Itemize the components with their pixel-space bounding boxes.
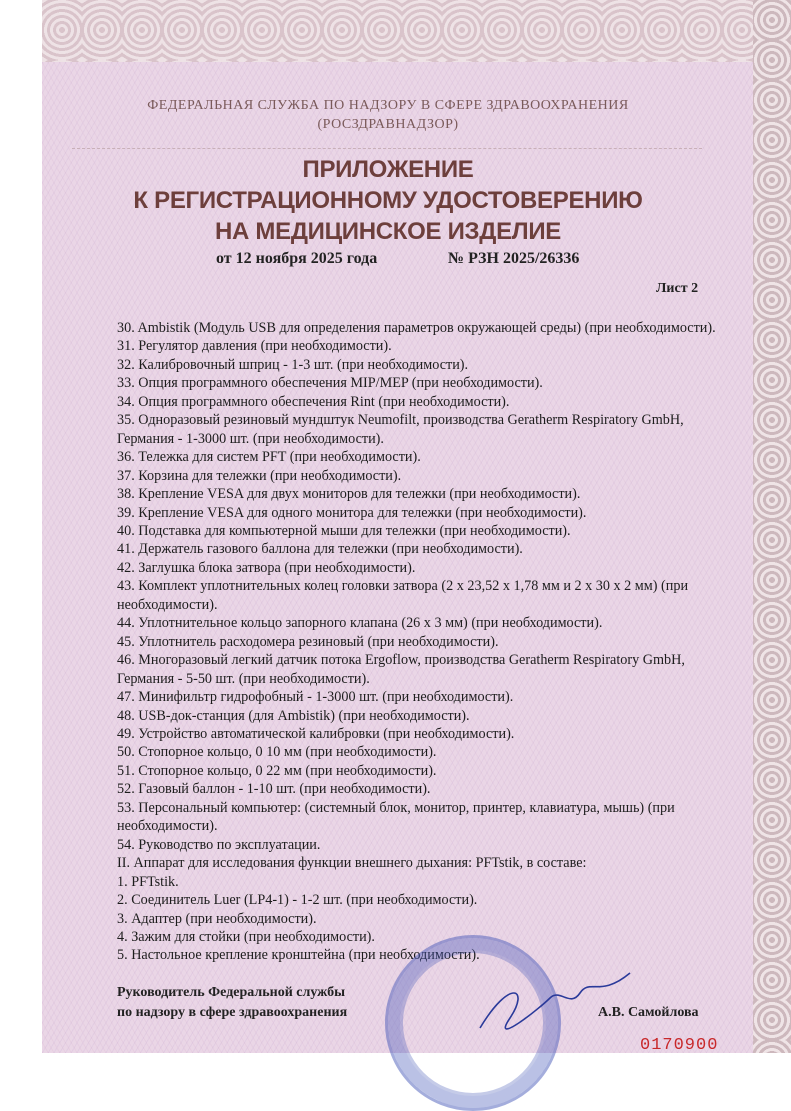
list-item: 39. Крепление VESA для одного монитора для тележки (при необходимости). xyxy=(117,504,587,521)
registration-number: № РЗН 2025/26336 xyxy=(448,250,580,267)
divider xyxy=(72,148,702,149)
document-title xyxy=(68,154,708,247)
list-item: 52. Газовый баллон - 1-10 шт. (при необходимости). xyxy=(117,781,431,798)
list-item: 42. Заглушка блока затвора (при необходимости). xyxy=(117,559,416,576)
list-item: 32. Калибровочный шприц - 1-3 шт. (при необходимости). xyxy=(117,356,469,373)
list-item: 3. Адаптер (при необходимости). xyxy=(117,910,317,927)
serial-number: 0170900 xyxy=(640,1036,719,1055)
list-item: 54. Руководство по эксплуатации. xyxy=(117,836,321,853)
ornamental-border-right xyxy=(753,0,791,1053)
list-item: 47. Минифильтр гидрофобный - 1-3000 шт. (при необходимости). xyxy=(117,689,514,706)
list-item: 36. Тележка для систем PFT (при необходимости). xyxy=(117,449,421,466)
component-list xyxy=(117,319,717,965)
position-line: Руководитель Федеральной службы xyxy=(117,985,346,1000)
list-item: 50. Стопорное кольцо, 0 10 мм (при необходимости). xyxy=(117,744,437,761)
list-item: 44. Уплотнительное кольцо запорного клапана (26 x 3 мм) (при необходимости). xyxy=(117,615,603,632)
title-line: ПРИЛОЖЕНИЕ xyxy=(302,156,474,183)
list-item: 31. Регулятор давления (при необходимости). xyxy=(117,338,392,355)
list-item: 48. USB-док-станция (для Ambistik) (при необходимости). xyxy=(117,707,470,724)
list-item: 4. Зажим для стойки (при необходимости). xyxy=(117,928,375,945)
list-item: 5. Настольное крепление кронштейна (при необходимости). xyxy=(117,947,480,964)
agency-header xyxy=(68,96,708,134)
list-item: 37. Корзина для тележки (при необходимости). xyxy=(117,467,402,484)
list-item: 38. Крепление VESA для двух мониторов для тележки (при необходимости). xyxy=(117,486,581,503)
list-item: 35. Одноразовый резиновый мундштук Neumofilt, производства Geratherm Respiratory GmbH, Германия - 1-3000 шт. (при необходимости). xyxy=(117,412,684,447)
list-item: 2. Соединитель Luer (LP4-1) - 1-2 шт. (при необходимости). xyxy=(117,892,478,909)
title-line: К РЕГИСТРАЦИОННОМУ УДОСТОВЕРЕНИЮ xyxy=(133,187,643,214)
signatory-position xyxy=(117,983,347,1023)
agency-abbr: (РОСЗДРАВНАДЗОР) xyxy=(317,117,459,132)
list-item: II. Аппарат для исследования функции внешнего дыхания: PFTstik, в составе: xyxy=(117,855,587,872)
list-item: 46. Многоразовый легкий датчик потока Ergoflow, производства Geratherm Respiratory GmbH, Германия - 5-50 шт. (при необходимости). xyxy=(117,652,685,687)
list-item: 40. Подставка для компьютерной мыши для тележки (при необходимости). xyxy=(117,522,571,539)
list-item: 51. Стопорное кольцо, 0 22 мм (при необходимости). xyxy=(117,762,437,779)
list-item: 41. Держатель газового баллона для тележки (при необходимости). xyxy=(117,541,523,558)
list-item: 45. Уплотнитель расходомера резиновый (при необходимости). xyxy=(117,633,499,650)
list-item: 43. Комплект уплотнительных колец головки затвора (2 x 23,52 x 1,78 мм и 2 x 30 x 2 мм) (при необходимости). xyxy=(117,578,689,613)
signatory-name: А.В. Самойлова xyxy=(598,1005,699,1020)
list-item: 34. Опция программного обеспечения Rint (при необходимости). xyxy=(117,393,510,410)
list-item: 49. Устройство автоматической калибровки (при необходимости). xyxy=(117,725,515,742)
list-item: 30. Ambistik (Модуль USB для определения параметров окружающей среды) (при необходимости). xyxy=(117,320,716,336)
list-item: 1. PFTstik. xyxy=(117,873,179,890)
list-item: 33. Опция программного обеспечения MIP/MEP (при необходимости). xyxy=(117,375,543,392)
position-line: по надзору в сфере здравоохранения xyxy=(117,1005,348,1020)
issue-date: от 12 ноября 2025 года xyxy=(216,250,378,267)
list-item: 53. Персональный компьютер: (системный блок, монитор, принтер, клавиатура, мышь) (при необходимости). xyxy=(117,799,675,835)
agency-name: ФЕДЕРАЛЬНАЯ СЛУЖБА ПО НАДЗОРУ В СФЕРЕ ЗДРАВООХРАНЕНИЯ xyxy=(147,98,629,113)
sheet-number: Лист 2 xyxy=(656,281,699,296)
title-line: НА МЕДИЦИНСКОЕ ИЗДЕЛИЕ xyxy=(214,218,561,245)
ornamental-border-top xyxy=(42,0,791,62)
